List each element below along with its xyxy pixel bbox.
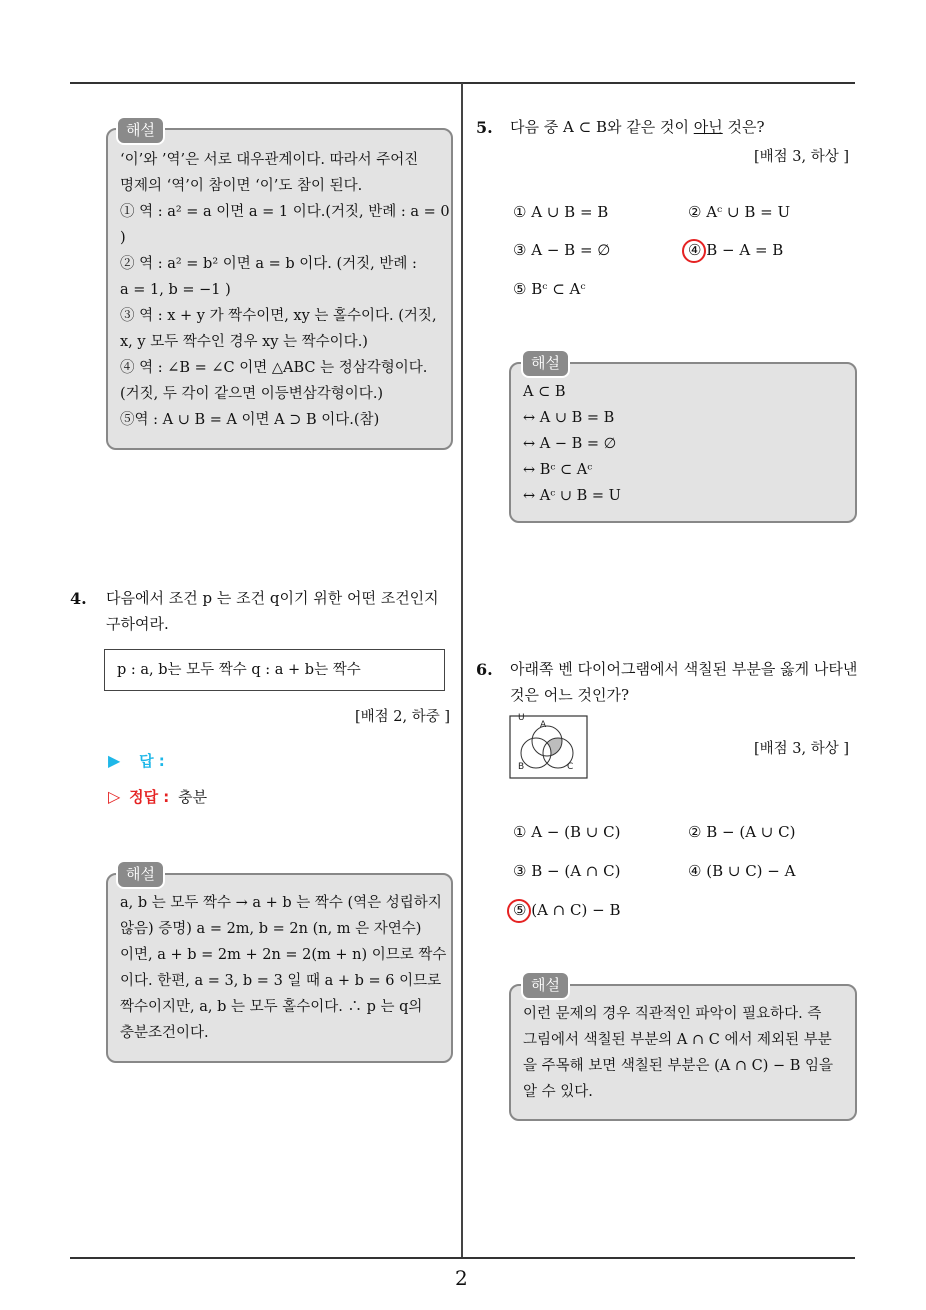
q5-option-2[interactable]: ② Aᶜ ∪ B = U	[688, 203, 791, 221]
question-6-score: [배점 3, 하상 ]	[754, 741, 850, 757]
question-5-text	[510, 114, 765, 140]
sol-line: a = 1, b = −1 )	[120, 282, 231, 298]
sol-line: 않음) 증명) a = 2m, b = 2n (n, m 은 자연수)	[120, 921, 422, 937]
sol-line: )	[120, 230, 126, 246]
q6-option-1[interactable]: ① A − (B ∪ C)	[513, 823, 621, 841]
q6-option-5[interactable]: ⑤ (A ∩ C) − B	[513, 901, 621, 919]
q5-option-1[interactable]: ① A ∪ B = B	[513, 203, 609, 221]
sol-line: 을 주목해 보면 색칠된 부분은 (A ∩ C) − B 임을	[523, 1058, 834, 1074]
sol-line: (거짓, 두 각이 같으면 이등변삼각형이다.)	[120, 386, 384, 402]
question-6-number: 6.	[476, 660, 493, 679]
solution-tag: 해설	[116, 116, 165, 145]
sol-line: 이다. 한편, a = 3, b = 3 일 때 a + b = 6 이므로	[120, 973, 442, 989]
solution-tag: 해설	[116, 860, 165, 889]
question-4-text-cont: 구하여라.	[106, 615, 169, 633]
question-5-score: [배점 3, 하상 ]	[754, 149, 850, 165]
page-number: 2	[455, 1266, 468, 1290]
question-4-score: [배점 2, 하중 ]	[355, 709, 451, 725]
sol-line: 알 수 있다.	[523, 1084, 593, 1100]
sol-line: ↔ A − B = ∅	[523, 436, 617, 452]
question-4-text: 다음에서 조건 p 는 조건 q이기 위한 어떤 조건인지	[106, 589, 439, 607]
q6-option-4[interactable]: ④ (B ∪ C) − A	[688, 862, 796, 880]
sol-line: ④ 역 : ∠B = ∠C 이면 △ABC 는 정삼각형이다.	[120, 360, 428, 376]
solution-box-q6	[509, 984, 857, 1121]
venn-label-u: U	[518, 713, 525, 723]
solution-tag: 해설	[521, 349, 570, 378]
sol-line: 이런 문제의 경우 직관적인 파악이 필요하다. 즉	[523, 1006, 822, 1022]
q6-selected-mark	[507, 899, 531, 923]
q5-text-underline: 아닌	[693, 118, 723, 136]
question-6-text-cont: 것은 어느 것인가?	[510, 686, 630, 704]
sol-line: x, y 모두 짝수인 경우 xy 는 짝수이다.)	[120, 334, 368, 350]
sol-line: 충분조건이다.	[120, 1025, 209, 1041]
bottom-rule	[70, 1257, 855, 1259]
solution-tag: 해설	[521, 971, 570, 1000]
sol-line: ⑤역 : A ∪ B = A 이면 A ⊃ B 이다.(참)	[120, 412, 380, 428]
venn-label-a: A	[540, 720, 547, 730]
q5-text-pre: 다음 중 A ⊂ B와 같은 것이	[510, 118, 694, 136]
q5-option-5[interactable]: ⑤ Bᶜ ⊂ Aᶜ	[513, 280, 586, 298]
q5-option-4[interactable]: ④ B − A = B	[688, 241, 784, 259]
q5-selected-mark	[682, 239, 706, 263]
sol-line: ↔ Bᶜ ⊂ Aᶜ	[523, 462, 593, 478]
sol-line: 명제의 ‘역’이 참이면 ‘이’도 참이 된다.	[120, 178, 363, 194]
q6-option-2[interactable]: ② B − (A ∪ C)	[688, 823, 796, 841]
sol-line: ↔ A ∪ B = B	[523, 410, 615, 426]
sol-line: ② 역 : a² = b² 이면 a = b 이다. (거짓, 반례 :	[120, 256, 417, 272]
correct-answer-value: 충분	[178, 788, 208, 806]
sol-line: ‘이’와 ’역’은 서로 대우관계이다. 따라서 주어진	[120, 152, 419, 168]
question-6-text: 아래쪽 벤 다이어그램에서 색칠된 부분을 옳게 나타낸	[510, 660, 858, 678]
solution-box-q5	[509, 362, 857, 523]
answer-arrow-icon: ▶	[108, 751, 121, 770]
sol-line: ③ 역 : x + y 가 짝수이면, xy 는 홀수이다. (거짓,	[120, 308, 437, 324]
venn-label-b: B	[518, 762, 525, 772]
q5-option-3[interactable]: ③ A − B = ∅	[513, 241, 611, 259]
solution-box-previous	[106, 128, 453, 450]
venn-diagram	[509, 713, 589, 780]
sol-line: a, b 는 모두 짝수 → a + b 는 짝수 (역은 성립하지	[120, 895, 442, 911]
answer-row	[108, 750, 165, 771]
q6-option-3[interactable]: ③ B − (A ∩ C)	[513, 862, 621, 880]
question-5-number: 5.	[476, 118, 493, 137]
correct-answer-row	[108, 786, 207, 807]
question-4-number: 4.	[70, 589, 87, 608]
venn-label-c: C	[567, 762, 574, 772]
condition-box	[104, 649, 445, 691]
condition-text: p : a, b는 모두 짝수 q : a + b는 짝수	[117, 662, 361, 678]
sol-line: A ⊂ B	[523, 384, 566, 400]
solution-box-q4	[106, 873, 453, 1063]
q5-text-post: 것은?	[722, 118, 765, 136]
sol-line: 이면, a + b = 2m + 2n = 2(m + n) 이므로 짝수	[120, 947, 447, 963]
column-divider	[461, 83, 463, 1258]
sol-line: 그림에서 색칠된 부분의 A ∩ C 에서 제외된 부분	[523, 1032, 832, 1048]
correct-answer-label: 정답 :	[129, 788, 170, 806]
correct-arrow-icon: ▷	[108, 787, 121, 806]
sol-line: 짝수이지만, a, b 는 모두 홀수이다. ∴ p 는 q의	[120, 999, 423, 1015]
sol-line: ↔ Aᶜ ∪ B = U	[523, 488, 621, 504]
answer-label: 답 :	[139, 752, 165, 770]
sol-line: ① 역 : a² = a 이면 a = 1 이다.(거짓, 반례 : a = 0	[120, 204, 450, 220]
